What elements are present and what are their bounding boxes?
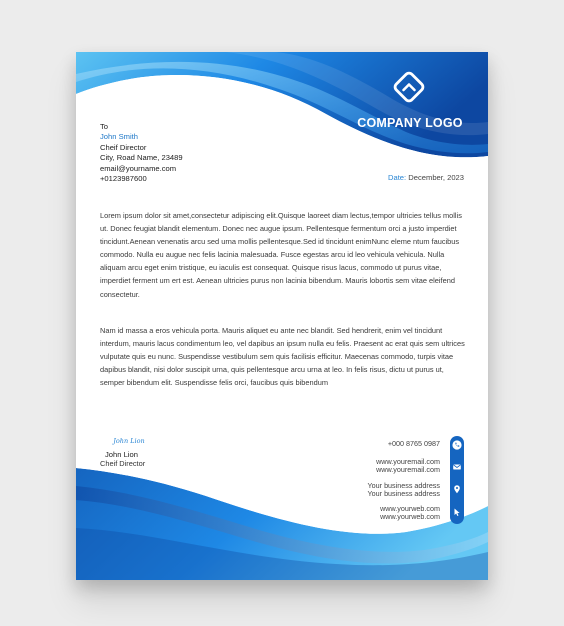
contact-web-1: www.yourweb.com [380,504,440,513]
to-label: To [100,122,109,131]
recipient-phone: +0123987600 [100,174,147,184]
recipient-email: email@yourname.com [100,163,177,173]
recipient-block [100,122,183,184]
signer-title: Cheif Director [100,459,146,468]
contact-email-1: www.youremail.com [376,457,440,466]
handwritten-signature: John Lion [113,437,145,445]
recipient-title: Cheif Director [100,142,147,152]
cursor-icon [452,507,462,517]
letterhead-page [76,52,488,580]
recipient-name: John Smith [100,132,138,142]
date-value: December, 2023 [408,173,464,182]
phone-icon [452,440,462,450]
body-paragraph-2: Nam id massa a eros vehicula porta. Mauris aliquet eu ante nec blandit. Sed hendrerit, enim vel tincidunt interdum, mauris lacus condimentum leo, vel dapibus an ipsum nulla eu felis. Praesent ac erat quis sem ultrices vulputate quis eu nunc. Suspendisse vestibulum sem quis facilisis efficitur. Maecenas commodo, turpis vitae dapibus blandit, nisi dolor suscipit urna, quis pellentesque arcu urna at leo. In felis risus, dictu ut purus ut, semper bibendum elit. Suspendisse felis orci, faucibus quis bibendum [100,326,465,388]
mail-icon [452,462,462,472]
contact-address-2: Your business address [367,489,440,498]
date-label: Date: [387,173,407,182]
recipient-address: City, Road Name, 23489 [100,153,183,163]
date-line [388,173,464,182]
contact-email-2: www.youremail.com [376,465,440,474]
contact-phone: +000 8765 0987 [387,439,440,448]
contact-icon-strip [450,436,464,524]
location-pin-icon [452,484,462,494]
contact-address-1: Your business address [367,481,440,490]
contact-web-2: www.yourweb.com [380,512,440,521]
company-logo-text: COMPANY LOGO [357,116,463,130]
diamond-logo-icon [391,69,427,105]
body-paragraph-1: Lorem ipsum dolor sit amet,consectetur adipiscing elit.Quisque laoreet diam lectus,tempor ultricies tellus mollis ut. Donec feugiat blandit elementum. Donec nec augue ipsum. Pellentesque fermentum orci a justo imperdiet tincidunt.Aenean venenatis arcu sed urna mollis pellentesque.Sed id tincidunt enimNunc eleme ntum faucibus commodo. Nulla eu augue nec felis lacinia malesuada. Fusce egestas arcu id leo vehicula vehicula. Nulla aliquam arcu eget enim tristique, eu iaculis est consequat. Quisque risus lacus, commodo ut purus vitae, imperdiet ferment um ert est. Aenean ultricies purus non lacinia bibendum. Mauris lobortis sem vitae eleifend consectetur. [100,211,462,299]
signer-name: John Lion [105,450,138,459]
